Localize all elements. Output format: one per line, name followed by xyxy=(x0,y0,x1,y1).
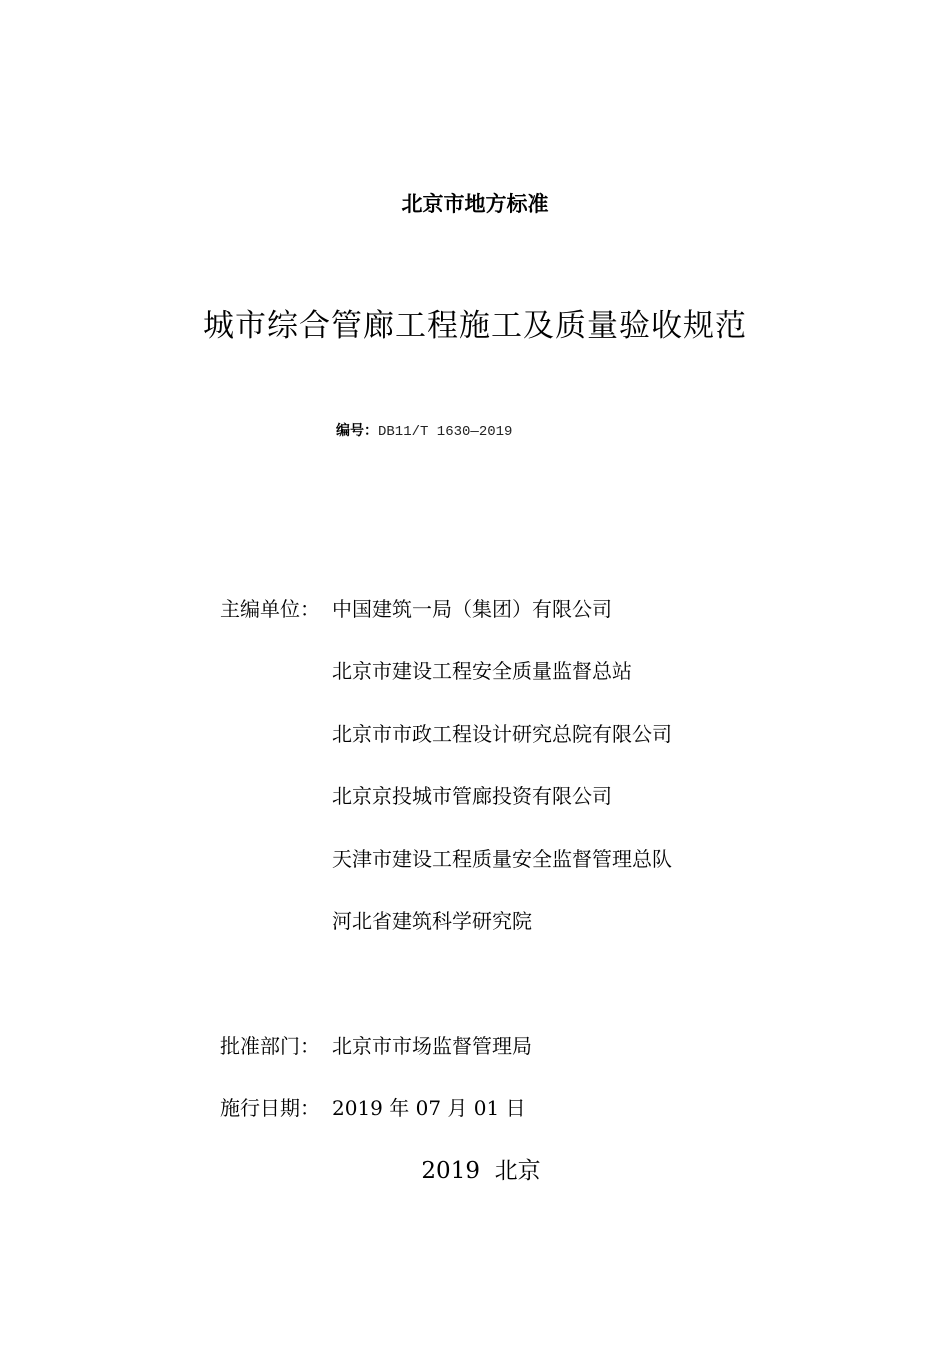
document-title: 城市综合管廊工程施工及质量验收规范 xyxy=(203,308,747,344)
editor-label xyxy=(220,593,332,622)
date-label: 施行日期： xyxy=(220,1096,320,1120)
approval-value: 北京市市场监督管理局 xyxy=(332,1034,532,1058)
editor-org: 天津市建设工程质量安全监督管理总队 xyxy=(332,847,672,871)
editor-org: 北京市市政工程设计研究总院有限公司 xyxy=(332,722,672,746)
standard-code xyxy=(336,420,512,440)
editor-label-text: 主编单位： xyxy=(220,597,320,621)
editor-org: 北京市建设工程安全质量监督总站 xyxy=(332,659,632,683)
date-row xyxy=(220,1092,526,1121)
standard-category: 北京市地方标准 xyxy=(401,192,549,216)
editor-org: 河北省建筑科学研究院 xyxy=(332,909,532,933)
approval-label: 批准部门： xyxy=(220,1034,320,1058)
editor-org: 中国建筑一局（集团）有限公司 xyxy=(332,597,612,621)
date-value: 2019 年 07 月 01 日 xyxy=(332,1096,526,1120)
code-label: 编号： xyxy=(336,423,378,439)
code-value: DB11/T 1630—2019 xyxy=(378,424,513,440)
editor-org: 北京京投城市管廊投资有限公司 xyxy=(332,784,612,808)
footer-year-place: 2019 北京 xyxy=(421,1158,541,1184)
approval-row xyxy=(220,1030,532,1059)
